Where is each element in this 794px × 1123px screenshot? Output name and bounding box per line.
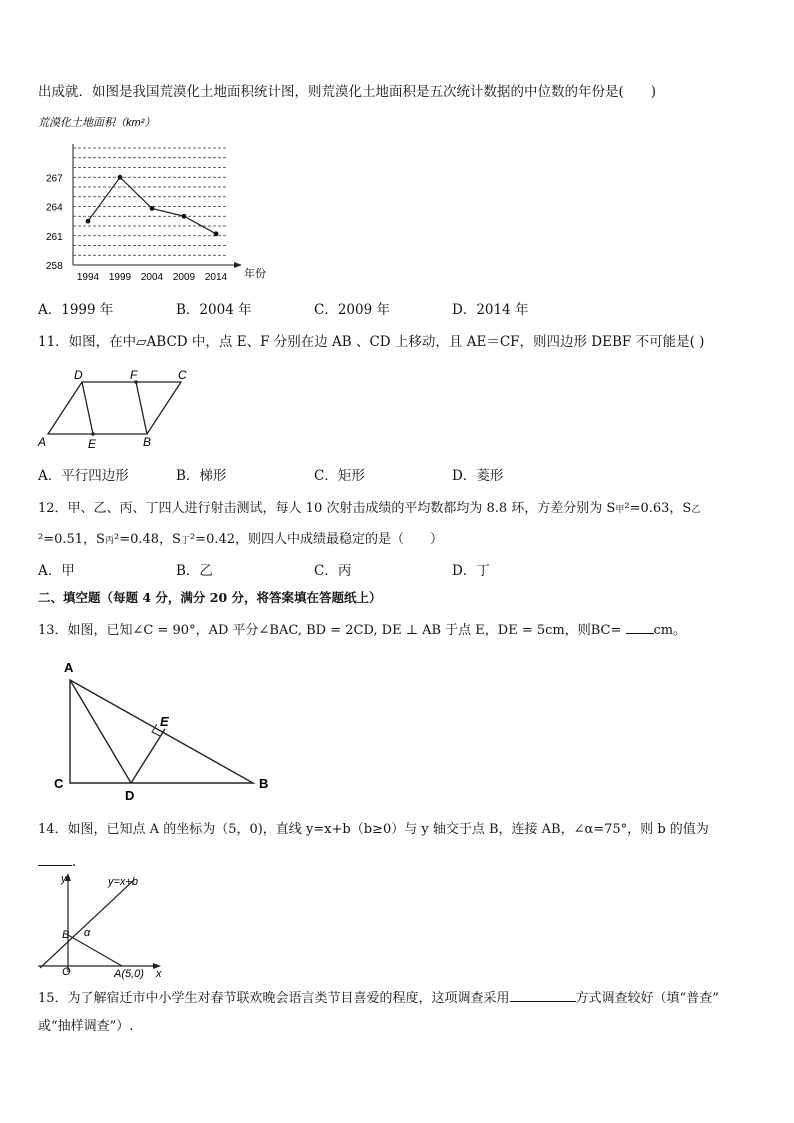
- label-B: B: [62, 929, 70, 941]
- x-tick-label: 1994: [76, 272, 100, 283]
- coordinate-figure: [36, 870, 166, 980]
- q11-stem: 11．如图，在中▱ABCD 中，点 E、F 分别在边 AB 、CD 上移动，且 AE＝CF，则四边形 DEBF 不可能是( ): [38, 334, 705, 350]
- q11-option-c: C．矩形: [314, 468, 365, 484]
- x-tick-label: 1999: [108, 272, 132, 283]
- q10-option-d: D．2014 年: [452, 302, 529, 318]
- label-x: x: [156, 968, 162, 980]
- data-point: [118, 175, 123, 180]
- q12-line2: ²=0.51，S丙²=0.48，S丁²=0.42，则四人中成绩最稳定的是（ ）: [38, 532, 444, 547]
- q12-option-b: B．乙: [176, 563, 213, 579]
- section-title: 二、填空题（每题 4 分，满分 20 分，将答案填在答题纸上）: [38, 590, 382, 605]
- label-A: A: [64, 660, 74, 675]
- q10-option-a: A．1999 年: [38, 302, 114, 318]
- label-C: C: [178, 368, 187, 382]
- q11-option-b: B．梯形: [176, 468, 227, 484]
- label-alpha: α: [84, 927, 91, 939]
- q14-answer-blank[interactable]: [38, 852, 72, 866]
- series-line: [88, 177, 216, 234]
- y-tick-label: 261: [46, 231, 63, 243]
- q10-stem: 出成就．如图是我国荒漠化土地面积统计图，则荒漠化土地面积是五次统计数据的中位数的年份是( ): [38, 84, 657, 100]
- label-B: B: [259, 776, 269, 791]
- q15-answer-blank[interactable]: [510, 988, 576, 1002]
- label-E: E: [88, 437, 97, 451]
- y-tick-label: 264: [46, 202, 63, 214]
- label-D: D: [74, 368, 83, 382]
- desertification-line-chart: [36, 108, 286, 288]
- x-tick-label: 2014: [204, 272, 228, 283]
- data-point: [214, 231, 219, 236]
- q14-stem: 14．如图，已知点 A 的坐标为（5，0)，直线 y=x+b（b≥0）与 y 轴交于点 B，连接 AB，∠α=75°，则 b 的值为: [38, 822, 709, 837]
- q13-stem: 13．如图，已知∠C = 90°，AD 平分∠BAC, BD = 2CD, DE ⊥ AB 于点 E，DE = 5cm，则BC= cm。: [38, 620, 686, 640]
- label-A: A: [38, 435, 47, 449]
- q11-option-a: A．平行四边形: [38, 468, 129, 484]
- label-O: O: [62, 966, 71, 978]
- q13-answer-blank[interactable]: [626, 620, 654, 634]
- q10-option-b: B．2004 年: [176, 302, 252, 318]
- data-point: [182, 214, 187, 219]
- label-line: y=x+b: [108, 876, 138, 888]
- label-B: B: [143, 435, 152, 449]
- q12-line1: 12．甲、乙、丙、丁四人进行射击测试，每人 10 次射击成绩的平均数都均为 8.8 环，方差分别为 S甲²=0.63，S乙: [38, 501, 701, 516]
- chart-xlabel: 年份: [244, 268, 266, 280]
- q12-option-a: A．甲: [38, 563, 75, 579]
- x-axis-arrow: [234, 262, 242, 268]
- q15-line1: 15．为了解宿迁市中小学生对春节联欢晚会语言类节目喜爱的程度，这项调查采用 方式调查较好（填“普查”: [38, 988, 719, 1008]
- label-C: C: [54, 776, 64, 791]
- label-A: A(5,0): [114, 968, 144, 980]
- y-tick-label: 258: [46, 261, 63, 272]
- data-point: [86, 219, 91, 224]
- x-tick-label: 2004: [140, 272, 164, 283]
- x-tick-label: 2009: [172, 272, 196, 283]
- q14-blank-line: .: [38, 852, 76, 871]
- q12-option-d: D．丁: [452, 563, 490, 579]
- chart-grid: [73, 148, 226, 255]
- data-point: [150, 206, 155, 211]
- q15-line2: 或“抽样调查”）.: [38, 1019, 134, 1034]
- label-y: y: [61, 873, 67, 885]
- parallelogram-figure: [36, 364, 196, 452]
- q10-option-c: C．2009 年: [314, 302, 390, 318]
- q12-option-c: C．丙: [314, 563, 352, 579]
- label-F: F: [130, 368, 138, 382]
- label-D: D: [125, 788, 135, 800]
- y-tick-label: 267: [46, 173, 63, 185]
- label-E: E: [160, 714, 169, 729]
- triangle-figure: [48, 654, 278, 800]
- q11-option-d: D．菱形: [452, 468, 504, 484]
- chart-ylabel: 荒漠化土地面积（km²）: [38, 117, 156, 129]
